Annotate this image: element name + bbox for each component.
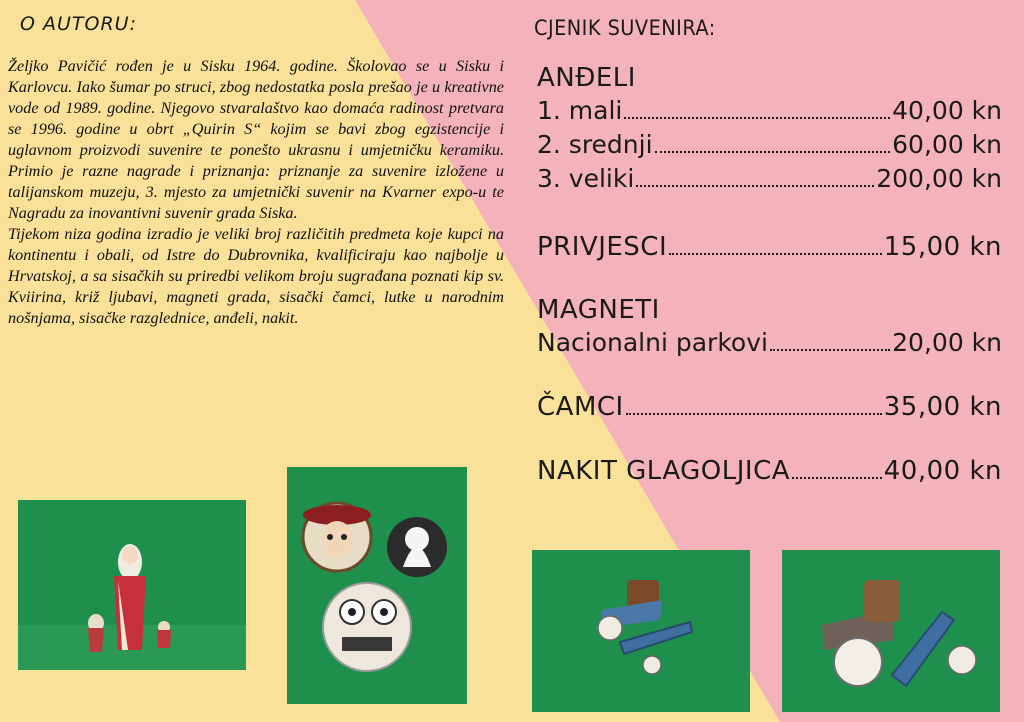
photo-boat-souvenirs-large: [782, 550, 1000, 712]
photo-boat-souvenirs-small: [532, 550, 750, 712]
price-row-pendants: [537, 230, 1002, 264]
photo-angel-figurines: [18, 500, 246, 670]
item-label: ČAMCI: [537, 392, 624, 422]
bio-paragraph-2: Tijekom niza godina izradio je veliki broj različitih predmeta koje kupci na kontinentu i obali, od Istre do Dubrovnika, kvalificiraju kao najbolje u Hrvatskoj, a sa sisačkih su priredbi velikom broju sugrađana poznati kip sv. Kviirina, križ ljubavi, magneti grada, sisački čamci, lutke u narodnim nošnjama, sisačke razglednice, anđeli, nakit.: [8, 225, 504, 327]
price-row-jewelry: [537, 454, 1002, 488]
price-row-angel-medium: [537, 128, 1002, 162]
price-list: [537, 62, 1002, 488]
item-label: PRIVJESCI: [537, 232, 668, 262]
angels-title: ANĐELI: [537, 63, 636, 93]
item-price: 20,00 kn: [892, 328, 1002, 357]
item-price: 40,00 kn: [892, 96, 1002, 125]
price-row-angel-large: [537, 162, 1002, 196]
dot-leader: [669, 253, 882, 255]
item-label: 3. veliki: [537, 164, 635, 193]
photo-ceramic-magnets: [287, 467, 467, 704]
item-price: 60,00 kn: [892, 130, 1002, 159]
dot-leader: [626, 413, 882, 415]
item-price: 15,00 kn: [883, 232, 1002, 262]
dot-leader: [655, 151, 891, 153]
price-row-boats: [537, 390, 1002, 424]
price-list-heading: CJENIK SUVENIRA:: [534, 16, 716, 40]
price-row-magnets: [537, 326, 1002, 360]
item-label: 2. srednji: [537, 130, 653, 159]
item-price: 40,00 kn: [883, 456, 1002, 486]
item-price: 200,00 kn: [876, 164, 1002, 193]
author-heading: O AUTORU:: [20, 13, 137, 35]
item-label: NAKIT GLAGOLJICA: [537, 456, 791, 486]
dot-leader: [792, 477, 882, 479]
author-bio: [8, 56, 504, 329]
dot-leader: [624, 117, 890, 119]
dot-leader: [770, 349, 890, 351]
item-price: 35,00 kn: [883, 392, 1002, 422]
magnets-title: MAGNETI: [537, 295, 660, 325]
price-row-angel-small: [537, 94, 1002, 128]
dot-leader: [636, 185, 874, 187]
item-label: Nacionalni parkovi: [537, 328, 768, 357]
bio-paragraph-1: Željko Pavičić rođen je u Sisku 1964. godine. Školovao se u Sisku i Karlovcu. Iako šumar po struci, zbog nedostatka posla prešao je u kreativne vode od 1989. godine. Njegovo stvaralaštvo kao domaća radinost pretvara se 1996. godine u obrt „Quirin S“ kojim se bavi zbog egzistencije i uglavnom proizvodi suvenire te ponešto ukrasnu i umjetničku keramiku. Primio je razne nagrade i priznanja: priznanje za suvenire izložene u talijanskom muzeju, 3. mjesto za umjetnički suvenir na Kvarner expo-u te Nagradu za inovantivni suvenir grada Siska.: [8, 57, 504, 222]
item-label: 1. mali: [537, 96, 623, 125]
